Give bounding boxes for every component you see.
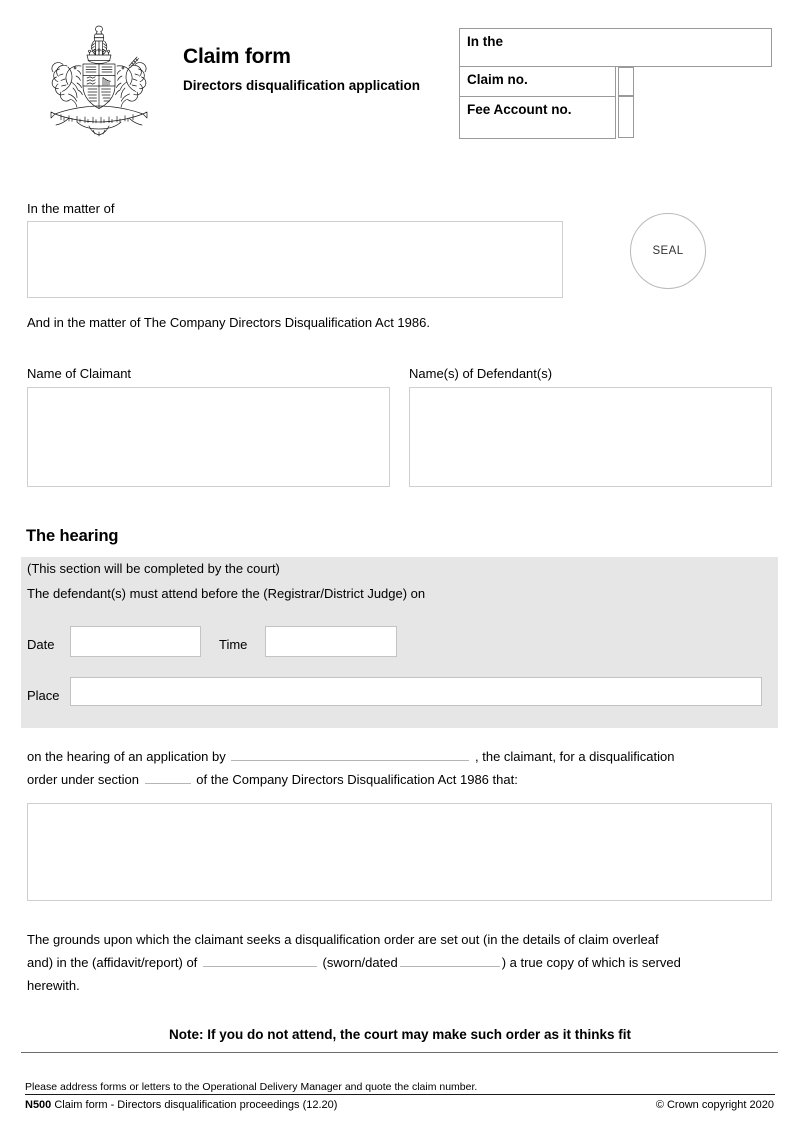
claim-no-value[interactable] [618,67,634,96]
hearing-court-note: (This section will be completed by the court) [27,561,280,576]
in-the-matter-of-label: In the matter of [27,201,115,216]
claimant-name-label: Name of Claimant [27,366,132,381]
grounds-line2-suffix: ) a true copy of which is served [501,955,681,970]
court-reference-table [459,28,772,139]
fee-account-no-value[interactable] [618,96,634,138]
in-the-matter-of-input[interactable] [27,221,563,298]
grounds-paragraph [27,928,775,997]
act-reference-text: And in the matter of The Company Directors Disqualification Act 1986. [27,315,430,330]
application-details-input[interactable] [27,803,772,901]
footer-form-reference [25,1099,337,1111]
grounds-affidavit-blank[interactable] [203,952,317,967]
application-claimant-blank[interactable] [231,746,469,761]
hearing-date-label: Date [27,637,55,652]
grounds-line2-mid: (sworn/dated [322,955,398,970]
hearing-section-heading: The hearing [26,527,119,545]
grounds-line3: herewith. [27,978,80,993]
hearing-place-input[interactable] [70,677,762,706]
royal-coat-of-arms-icon [25,22,173,144]
footer-form-code: N500 [25,1099,52,1111]
grounds-line2-prefix: and) in the (affidavit/report) of [27,955,198,970]
seal-stamp-area [630,213,706,289]
attendance-note: Note: If you do not attend, the court may make such order as it thinks fit [168,1027,632,1042]
footer-form-description: Claim form - Directors disqualification proceedings (12.20) [54,1099,338,1111]
hearing-panel [21,557,778,728]
application-paragraph [27,745,773,791]
fee-account-no-label: Fee Account no. [460,96,616,138]
application-line2-suffix: of the Company Directors Disqualification Act 1986 that: [196,772,518,787]
footer-address-note: Please address forms or letters to the Operational Delivery Manager and quote the claim number. [25,1081,478,1093]
application-section-blank[interactable] [145,769,191,784]
seal-label: SEAL [652,245,684,257]
hearing-time-input[interactable] [265,626,397,657]
hearing-date-input[interactable] [70,626,201,657]
hearing-place-label: Place [27,688,60,703]
claimant-name-input[interactable] [27,387,390,487]
hearing-attend-line: The defendant(s) must attend before the (Registrar/District Judge) on [27,586,426,601]
table-row-in-the [460,29,772,67]
title-block [183,45,433,94]
page-title: Claim form [183,45,291,68]
page-subtitle: Directors disqualification application [183,78,421,94]
hearing-time-label: Time [219,637,248,652]
application-line2-prefix: order under section [27,772,140,787]
table-row-claim-no [460,67,772,97]
footer-copyright: © Crown copyright 2020 [655,1099,774,1111]
footer-divider-top [21,1052,778,1053]
table-row-fee-account-no [460,96,772,138]
in-the-label[interactable]: In the [460,29,772,67]
defendant-name-input[interactable] [409,387,772,487]
grounds-line1: The grounds upon which the claimant seeks a disqualification order are set out (in the details of claim overleaf [27,932,659,947]
footer-divider-bottom [25,1094,775,1095]
application-line1-prefix: on the hearing of an application by [27,749,226,764]
application-line1-suffix: , the claimant, for a disqualification [475,749,675,764]
grounds-sworn-blank[interactable] [400,952,500,967]
claim-no-label: Claim no. [460,67,616,97]
defendant-name-label: Name(s) of Defendant(s) [409,366,553,381]
